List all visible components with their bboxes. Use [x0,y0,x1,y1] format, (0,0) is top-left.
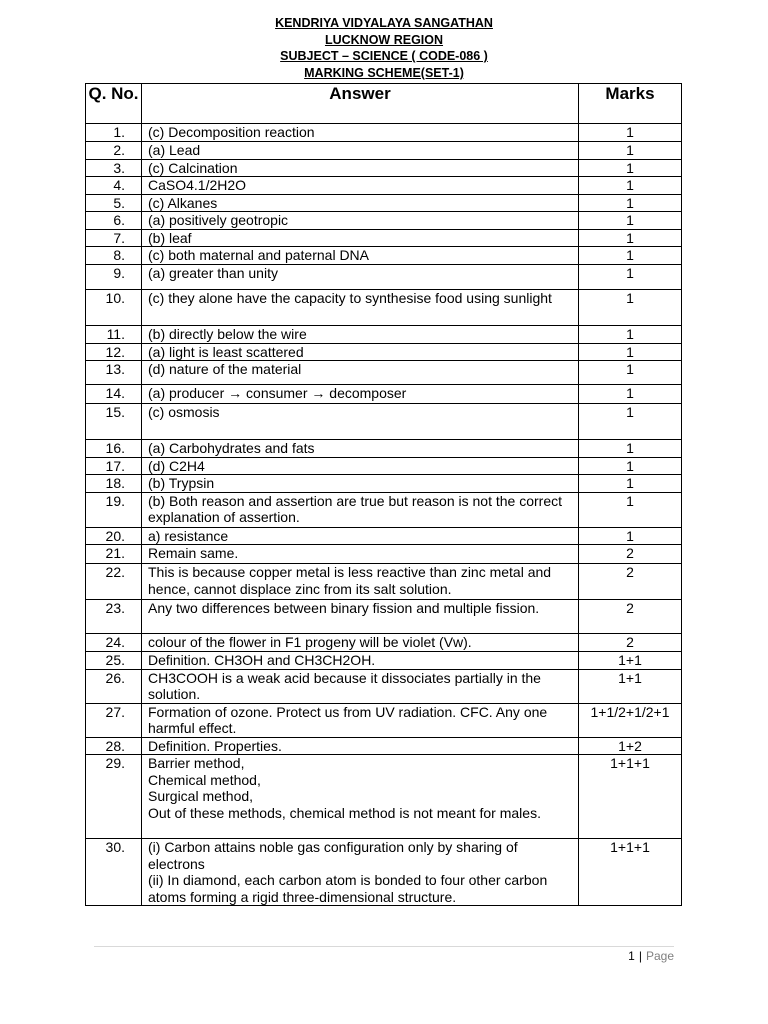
answer-text: (ii) In diamond, each carbon atom is bonded to four other carbon atoms forming a rigid three-dimensional structure. [148,872,548,905]
answer-cell [142,564,579,600]
marks-cell: 1 [579,247,682,265]
table-row [86,247,682,265]
question-number: 30. [86,839,142,906]
table-row [86,527,682,545]
answer-text: (c) Alkanes [148,194,218,211]
table-row [86,343,682,361]
answer-text: (a) Carbohydrates and fats [148,440,315,456]
answer-cell [142,142,579,160]
question-number: 23. [86,600,142,634]
answer-text: Definition. CH3OH and CH3CH2OH. [148,651,376,668]
table-row [86,634,682,652]
answer-cell [142,194,579,212]
answer-text: (c) both maternal and paternal DNA [148,247,369,263]
table-row [86,326,682,344]
marks-cell: 1 [579,326,682,344]
table-header-row [86,84,682,124]
table-row [86,229,682,247]
header-title: MARKING SCHEME(SET-1) [304,65,464,80]
table-row [86,440,682,458]
header-subject: SUBJECT – SCIENCE ( CODE-086 ) [280,49,488,64]
header-region: LUCKNOW REGION [324,32,444,47]
answer-text: (b) Both reason and assertion are true but reason is not the correct explanation of assertion. [148,492,563,525]
table-row [86,290,682,326]
marks-cell: 1 [579,492,682,527]
table-row [86,545,682,564]
answer-cell [142,492,579,527]
answer-text: (c) they alone have the capacity to synthesise food using sunlight [148,290,552,306]
marks-cell: 2 [579,634,682,652]
table-row [86,177,682,195]
answer-cell [142,290,579,326]
marks-cell: 2 [579,564,682,600]
answer-cell [142,669,579,703]
answer-text: Chemical method, [148,771,261,788]
answer-cell [142,385,579,404]
answer-text: (a) producer → consumer → decomposer [148,385,407,401]
question-number: 2. [86,142,142,160]
header-organization: KENDRIYA VIDYALAYA SANGATHAN [275,16,493,30]
answer-text: (c) Decomposition reaction [148,124,315,140]
marks-cell: 1 [579,142,682,160]
answer-cell [142,755,579,839]
answer-text: Barrier method, [148,755,245,771]
page-number: 1 [628,949,635,963]
marks-cell: 1 [579,159,682,177]
answer-text: This is because copper metal is less reactive than zinc metal and hence, cannot displace zinc from its salt solution. [148,564,552,597]
question-number: 6. [86,212,142,230]
question-number: 14. [86,385,142,404]
marks-cell: 1 [579,343,682,361]
answer-cell [142,839,579,906]
marks-cell: 1 [579,457,682,475]
answer-cell [142,545,579,564]
marks-cell: 1 [579,527,682,545]
table-row [86,564,682,600]
marks-cell: 1+2 [579,737,682,755]
marks-cell: 1 [579,229,682,247]
marks-cell: 1+1+1 [579,755,682,839]
question-number: 16. [86,440,142,458]
answer-text: Any two differences between binary fission and multiple fission. [148,600,540,616]
question-number: 11. [86,326,142,344]
answer-text: Formation of ozone. Protect us from UV radiation. CFC. Any one harmful effect. [148,703,548,736]
answer-cell [142,265,579,290]
table-row [86,385,682,404]
answer-cell [142,159,579,177]
column-header-marks: Marks [579,84,682,124]
question-number: 15. [86,404,142,440]
answer-cell [142,326,579,344]
answer-text: CaSO4.1/2H2O [148,177,247,193]
table-row [86,457,682,475]
question-number: 10. [86,290,142,326]
answer-text: (b) leaf [148,229,192,246]
table-row [86,492,682,527]
table-row [86,475,682,493]
question-number: 3. [86,159,142,177]
marks-cell: 1+1 [579,651,682,669]
question-number: 7. [86,229,142,247]
answer-text: (b) Trypsin [148,475,215,491]
marks-cell: 1 [579,194,682,212]
answer-cell [142,124,579,142]
question-number: 19. [86,492,142,527]
marks-cell: 1+1/2+1/2+1 [579,703,682,737]
table-row [86,212,682,230]
question-number: 20. [86,527,142,545]
page-footer [500,948,674,964]
answer-cell [142,177,579,195]
marks-cell: 1 [579,124,682,142]
answer-cell [142,527,579,545]
column-header-q-no: Q. No. [86,84,142,124]
marks-cell: 1 [579,404,682,440]
page-label: Page [645,949,674,963]
question-number: 29. [86,755,142,839]
answer-text: (d) nature of the material [148,361,302,377]
marks-cell: 1 [579,177,682,195]
answer-cell [142,703,579,737]
table-row [86,265,682,290]
table-row [86,669,682,703]
answer-text: Out of these methods, chemical method is not meant for males. [148,804,541,821]
marks-cell: 1 [579,475,682,493]
answer-cell [142,475,579,493]
table-row [86,839,682,906]
table-body [86,124,682,906]
marks-cell: 1+1+1 [579,839,682,906]
answer-text: (i) Carbon attains noble gas configuration only by sharing of electrons [148,839,518,872]
marks-cell: 1 [579,440,682,458]
table-row [86,703,682,737]
question-number: 27. [86,703,142,737]
table-row [86,737,682,755]
answer-cell [142,600,579,634]
answer-cell [142,440,579,458]
table-row [86,755,682,839]
table-row [86,600,682,634]
marks-cell: 1 [579,212,682,230]
question-number: 9. [86,265,142,290]
answer-text: colour of the flower in F1 progeny will be violet (Vw). [148,634,472,650]
question-number: 24. [86,634,142,652]
document-header [0,15,768,81]
footer-divider [94,946,674,947]
answer-cell [142,737,579,755]
question-number: 4. [86,177,142,195]
question-number: 26. [86,669,142,703]
answer-cell [142,247,579,265]
answer-text: Definition. Properties. [148,737,282,754]
question-number: 5. [86,194,142,212]
answer-cell [142,361,579,385]
table-row [86,159,682,177]
marks-cell: 1 [579,385,682,404]
answer-text: Surgical method, [148,788,254,804]
question-number: 22. [86,564,142,600]
answer-cell [142,343,579,361]
answer-text: (b) directly below the wire [148,326,307,342]
answer-text: CH3COOH is a weak acid because it dissociates partially in the solution. [148,669,541,702]
table-row [86,124,682,142]
table-row [86,142,682,160]
table-row [86,651,682,669]
table-row [86,194,682,212]
table-row [86,361,682,385]
answer-text: (a) positively geotropic [148,212,289,228]
answer-cell [142,634,579,652]
footer-separator: | [638,949,642,963]
answer-cell [142,651,579,669]
question-number: 1. [86,124,142,142]
marks-cell: 1+1 [579,669,682,703]
answer-text: (a) greater than unity [148,265,278,281]
question-number: 21. [86,545,142,564]
answer-text: (c) Calcination [148,159,238,176]
question-number: 18. [86,475,142,493]
marks-cell: 1 [579,361,682,385]
question-number: 17. [86,457,142,475]
question-number: 8. [86,247,142,265]
answer-text: (d) C2H4 [148,457,205,474]
marking-scheme-table [85,83,682,906]
answer-cell [142,404,579,440]
marks-cell: 2 [579,600,682,634]
question-number: 25. [86,651,142,669]
table-row [86,404,682,440]
column-header-answer: Answer [142,84,579,124]
marks-cell: 1 [579,290,682,326]
answer-text: a) resistance [148,527,229,544]
answer-text: (a) Lead [148,142,201,158]
answer-text: (a) light is least scattered [148,343,304,360]
answer-text: Remain same. [148,545,239,561]
answer-cell [142,457,579,475]
answer-cell [142,229,579,247]
answer-text: (c) osmosis [148,404,220,420]
question-number: 12. [86,343,142,361]
marks-cell: 1 [579,265,682,290]
question-number: 13. [86,361,142,385]
question-number: 28. [86,737,142,755]
answer-cell [142,212,579,230]
marks-cell: 2 [579,545,682,564]
